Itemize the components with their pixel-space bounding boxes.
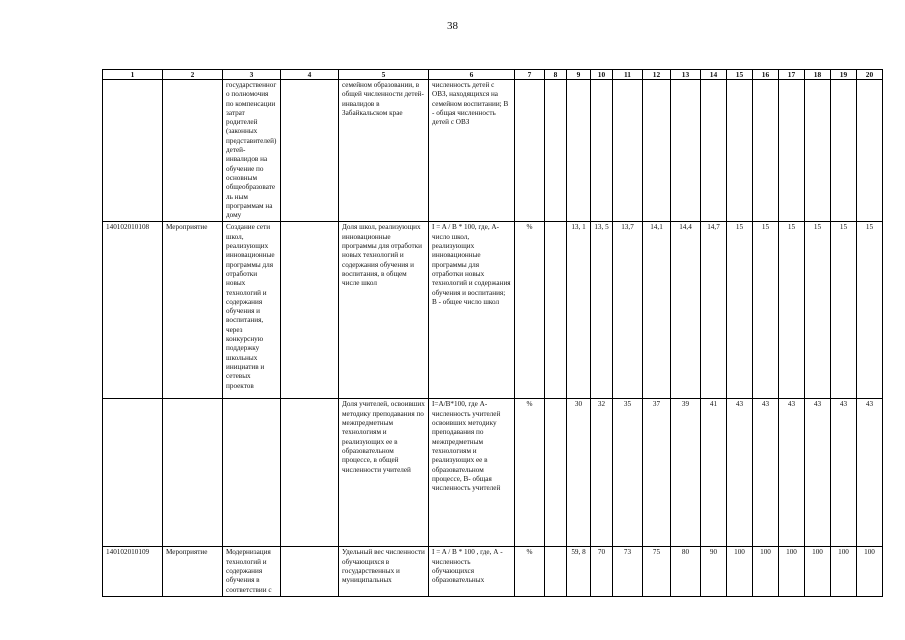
row-value: 13, 1 xyxy=(567,222,591,399)
column-header: 6 xyxy=(429,70,515,80)
row-value: 70 xyxy=(591,547,613,597)
row-value xyxy=(779,80,805,222)
row-formula: численность детей с ОВЗ, находящихся на семейном воспитании; В - общая численность детей с ОВЗ xyxy=(429,80,515,222)
table-header-row xyxy=(103,70,883,80)
table-row xyxy=(103,222,883,399)
column-header: 12 xyxy=(643,70,671,80)
row-value: 43 xyxy=(805,399,831,547)
column-header: 18 xyxy=(805,70,831,80)
row-indicator: Доля школ, реализующих инновационные программы для отработки новых технологий и содержания обучения и воспитания, в общем числе школ xyxy=(339,222,429,399)
row-indicator: Удельный вес численности обучающихся в государственных и муниципальных xyxy=(339,547,429,597)
column-header: 5 xyxy=(339,70,429,80)
column-header: 11 xyxy=(613,70,643,80)
column-header: 16 xyxy=(753,70,779,80)
row-value: 43 xyxy=(779,399,805,547)
row-value xyxy=(545,399,567,547)
row-value: 14,4 xyxy=(671,222,701,399)
column-header: 9 xyxy=(567,70,591,80)
row-unit: % xyxy=(515,399,545,547)
row-unit xyxy=(515,80,545,222)
row-name: Создание сети школ, реализующих инновационные программы для отработки новых технологий и содержания обучения и воспитания, через конкурсную поддержку школьных инициатив и сетевых проектов xyxy=(223,222,281,399)
row-value: 30 xyxy=(567,399,591,547)
row-value: 41 xyxy=(701,399,727,547)
row-value xyxy=(591,80,613,222)
row-value xyxy=(643,80,671,222)
row-code xyxy=(103,399,163,547)
row-type: Мероприятие xyxy=(163,222,223,399)
row-unit: % xyxy=(515,547,545,597)
row-value: 14,7 xyxy=(701,222,727,399)
row-value: 100 xyxy=(779,547,805,597)
row-value xyxy=(671,80,701,222)
row-value xyxy=(805,80,831,222)
row-formula: I = A / B * 100, где, А- число школ, реализующих инновационные программы для отработки новых технологий и содержания обучения и воспитания; В - общее число школ xyxy=(429,222,515,399)
column-header: 10 xyxy=(591,70,613,80)
column-header: 3 xyxy=(223,70,281,80)
row-value xyxy=(857,80,883,222)
row-code: 140102010109 xyxy=(103,547,163,597)
row-name xyxy=(223,399,281,547)
row-value: 100 xyxy=(727,547,753,597)
column-header: 8 xyxy=(545,70,567,80)
row-indicator: Доля учителей, освоивших методику преподавания по межпредметным технологиям и реализующих ее в образовательном процессе, в общей численности учителей xyxy=(339,399,429,547)
row-value: 37 xyxy=(643,399,671,547)
row-value: 43 xyxy=(753,399,779,547)
row-type xyxy=(163,399,223,547)
column-header: 20 xyxy=(857,70,883,80)
row-value: 90 xyxy=(701,547,727,597)
row-c4 xyxy=(281,222,339,399)
row-value xyxy=(545,80,567,222)
indicators-table xyxy=(102,69,883,597)
row-type xyxy=(163,80,223,222)
row-c4 xyxy=(281,399,339,547)
row-c4 xyxy=(281,547,339,597)
table-row xyxy=(103,80,883,222)
column-header: 1 xyxy=(103,70,163,80)
row-value: 100 xyxy=(805,547,831,597)
row-code xyxy=(103,80,163,222)
row-value: 39 xyxy=(671,399,701,547)
column-header: 13 xyxy=(671,70,701,80)
row-indicator: семейном образовании, в общей численности детей-инвалидов в Забайкальском крае xyxy=(339,80,429,222)
row-name: Модернизация технологий и содержания обучения в соответствии с xyxy=(223,547,281,597)
column-header: 7 xyxy=(515,70,545,80)
row-value xyxy=(613,80,643,222)
row-value: 100 xyxy=(753,547,779,597)
column-header: 14 xyxy=(701,70,727,80)
table-row xyxy=(103,547,883,597)
row-value: 75 xyxy=(643,547,671,597)
row-value xyxy=(753,80,779,222)
row-c4 xyxy=(281,80,339,222)
row-value xyxy=(545,547,567,597)
row-value: 15 xyxy=(805,222,831,399)
row-value xyxy=(545,222,567,399)
row-value: 35 xyxy=(613,399,643,547)
row-value: 15 xyxy=(857,222,883,399)
row-name: государственного полномочия по компенсации затрат родителей (законных представителей) детей-инвалидов на обучение по основным общеобразователь ным программам на дому xyxy=(223,80,281,222)
column-header: 2 xyxy=(163,70,223,80)
row-value: 13, 5 xyxy=(591,222,613,399)
row-type: Мероприятие xyxy=(163,547,223,597)
column-header: 17 xyxy=(779,70,805,80)
row-value xyxy=(831,80,857,222)
row-value: 100 xyxy=(831,547,857,597)
column-header: 15 xyxy=(727,70,753,80)
table-row xyxy=(103,399,883,547)
row-value: 59, 8 xyxy=(567,547,591,597)
row-formula: I=A/B*100, где А- численность учителей освоивших методику преподавания по межпредметным технологиям и реализующих ее в образовательном процессе, В- общая численность учителей xyxy=(429,399,515,547)
row-value xyxy=(567,80,591,222)
row-code: 140102010108 xyxy=(103,222,163,399)
row-value: 73 xyxy=(613,547,643,597)
row-value: 100 xyxy=(857,547,883,597)
row-value: 80 xyxy=(671,547,701,597)
row-value: 15 xyxy=(779,222,805,399)
row-value: 43 xyxy=(857,399,883,547)
row-value: 14,1 xyxy=(643,222,671,399)
row-value: 15 xyxy=(831,222,857,399)
row-value: 13,7 xyxy=(613,222,643,399)
row-value xyxy=(701,80,727,222)
row-value: 32 xyxy=(591,399,613,547)
row-value xyxy=(727,80,753,222)
row-unit: % xyxy=(515,222,545,399)
row-value: 43 xyxy=(727,399,753,547)
column-header: 19 xyxy=(831,70,857,80)
row-value: 15 xyxy=(753,222,779,399)
page-number: 38 xyxy=(447,20,458,32)
row-formula: I = A / B * 100 , где, А - численность обучающихся образовательных xyxy=(429,547,515,597)
column-header: 4 xyxy=(281,70,339,80)
row-value: 43 xyxy=(831,399,857,547)
row-value: 15 xyxy=(727,222,753,399)
